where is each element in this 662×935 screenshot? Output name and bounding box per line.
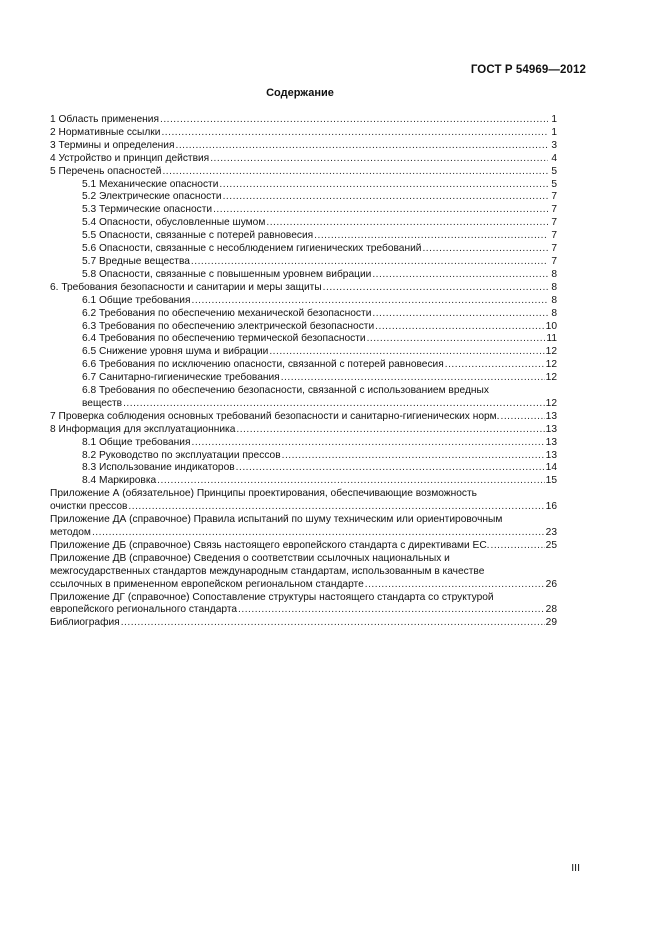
toc-entry[interactable]	[50, 411, 557, 424]
leader-dots	[323, 282, 548, 295]
toc-entry-label: 3 Термины и определения	[50, 139, 175, 151]
leader-dots	[161, 127, 548, 140]
toc-entry-page: 7	[551, 230, 557, 242]
toc-entry-page: 29	[545, 617, 557, 629]
toc-entry-label: 8.4 Маркировка	[82, 475, 157, 487]
toc-entry[interactable]	[50, 450, 557, 463]
toc-entry-page: 8	[551, 281, 557, 293]
toc-entry[interactable]	[50, 475, 557, 488]
toc-entry-page: 1	[551, 114, 557, 125]
toc-entry[interactable]	[50, 269, 557, 282]
standard-code: ГОСТ Р 54969—2012	[470, 64, 586, 76]
leader-dots	[367, 333, 546, 346]
leader-dots	[223, 191, 548, 204]
toc-entry[interactable]	[50, 153, 557, 166]
toc-entry-page: 10	[545, 320, 557, 332]
toc-entries-sections-b	[50, 411, 557, 488]
toc-entry-label: 5.1 Механические опасности	[82, 178, 219, 190]
toc-annex-dg-line1[interactable]: Приложение ДГ (справочное) Сопоставление структуры настоящего стандарта со структурой	[50, 591, 494, 603]
toc-entries-sections	[50, 114, 557, 385]
toc-entry[interactable]	[50, 321, 557, 334]
leader-dots	[92, 527, 545, 540]
toc-entry-label: 5.5 Опасности, связанные с потерей равновесия	[82, 230, 314, 242]
toc-entry-label: 4 Устройство и принцип действия	[50, 152, 210, 164]
toc-entry[interactable]	[50, 437, 557, 450]
toc-entry-page: 16	[545, 501, 557, 513]
toc-entry-label: 6.3 Требования по обеспечению электрической безопасности	[82, 320, 375, 332]
toc-entry-label: 6.6 Требования по исключению опасности, связанной с потерей равновесия	[82, 359, 444, 371]
toc-annex-dv-line2[interactable]: межгосударственных стандартов международным стандартам, использованным в качестве	[50, 565, 485, 577]
table-of-contents	[50, 114, 557, 630]
leader-dots	[236, 462, 545, 475]
leader-dots	[192, 295, 548, 308]
leader-dots	[422, 243, 548, 256]
toc-entry-page: 8	[551, 268, 557, 280]
toc-entry[interactable]	[50, 179, 557, 192]
toc-entry-label: 6.7 Санитарно-гигиенические требования	[82, 372, 280, 384]
toc-entry-label: 5.6 Опасности, связанные с несоблюдением гигиенических требований	[82, 243, 422, 255]
leader-dots	[491, 540, 545, 553]
toc-entry-page: 5	[551, 178, 557, 190]
toc-bibliography[interactable]	[50, 617, 557, 630]
leader-dots	[191, 256, 548, 269]
toc-entry-page: 14	[545, 462, 557, 474]
toc-entry-label: Приложение ДБ (справочное) Связь настоящего европейского стандарта с директивами ЕС.	[50, 539, 490, 551]
toc-entry-page: 7	[551, 217, 557, 229]
toc-entry-label: ссылочных в примененном европейском региональном стандарте	[50, 578, 364, 590]
toc-entry-label: 5.7 Вредные вещества	[82, 255, 190, 267]
toc-entry-label: 2 Нормативные ссылки	[50, 126, 161, 138]
toc-entry[interactable]	[50, 191, 557, 204]
toc-entry-page: 7	[551, 191, 557, 203]
toc-annex-dv[interactable]	[50, 579, 557, 592]
toc-entry-label: Библиография	[50, 617, 120, 629]
toc-entry-page: 8	[551, 307, 557, 319]
toc-entry-label: 8.3 Использование индикаторов	[82, 462, 235, 474]
toc-entry-page: 28	[545, 604, 557, 616]
toc-annex-a[interactable]	[50, 501, 557, 514]
toc-entry-page: 4	[551, 152, 557, 164]
leader-dots	[219, 179, 548, 192]
leader-dots	[281, 372, 545, 385]
leader-dots	[123, 398, 545, 411]
leader-dots	[121, 617, 545, 630]
toc-entry-label: веществ	[82, 397, 123, 409]
toc-entry-page: 13	[545, 423, 557, 435]
toc-title: Содержание	[266, 87, 334, 99]
toc-annex-db[interactable]	[50, 540, 557, 553]
leader-dots	[210, 153, 548, 166]
toc-entry-page: 3	[551, 139, 557, 151]
toc-entry[interactable]	[50, 295, 557, 308]
leader-dots	[269, 346, 544, 359]
toc-entry[interactable]	[50, 217, 557, 230]
toc-entry[interactable]	[50, 359, 557, 372]
toc-entry-page: 13	[545, 410, 557, 422]
toc-entry[interactable]	[50, 230, 557, 243]
toc-entry-label: 5.3 Термические опасности	[82, 204, 213, 216]
toc-entry-page: 25	[545, 539, 557, 551]
toc-entry-page: 15	[545, 475, 557, 487]
leader-dots	[445, 359, 545, 372]
leader-dots	[375, 321, 544, 334]
toc-entry-page: 12	[545, 359, 557, 371]
toc-entry-6-8[interactable]	[50, 398, 557, 411]
toc-entry-label: 7 Проверка соблюдения основных требований безопасности и санитарно-гигиенических норм.	[50, 410, 500, 422]
leader-dots	[162, 166, 548, 179]
toc-entry[interactable]	[50, 372, 557, 385]
toc-entry-label: 8.2 Руководство по эксплуатации прессов	[82, 449, 281, 461]
toc-entry-page: 12	[545, 346, 557, 358]
toc-entry[interactable]	[50, 127, 557, 140]
toc-entry-label: 8 Информация для эксплуатационника	[50, 423, 236, 435]
leader-dots	[365, 579, 545, 592]
toc-annex-dv-line1[interactable]: Приложение ДВ (справочное) Сведения о соответствии ссылочных национальных и	[50, 552, 450, 564]
toc-entry-label: методом	[50, 527, 91, 538]
leader-dots	[213, 204, 548, 217]
leader-dots	[372, 269, 548, 282]
leader-dots	[128, 501, 544, 514]
toc-entry-page: 7	[551, 255, 557, 267]
toc-entry[interactable]	[50, 256, 557, 269]
toc-entry[interactable]	[50, 333, 557, 346]
toc-annex-da-line1[interactable]: Приложение ДА (справочное) Правила испытаний по шуму техническим или ориентировочным	[50, 514, 503, 526]
toc-entry-label: 5.8 Опасности, связанные с повышенным уровнем вибрации	[82, 268, 372, 280]
toc-entry[interactable]	[50, 424, 557, 437]
toc-entry-label: 5.2 Электрические опасности	[82, 191, 222, 203]
toc-entry-label: 5.4 Опасности, обусловленные шумом	[82, 217, 266, 229]
toc-entry-page: 12	[545, 372, 557, 384]
toc-entry[interactable]	[50, 308, 557, 321]
leader-dots	[501, 411, 545, 424]
toc-entry-label: 1 Область применения	[50, 114, 159, 125]
toc-entry[interactable]	[50, 282, 557, 295]
page-folio: III	[571, 862, 580, 874]
leader-dots	[192, 437, 545, 450]
leader-dots	[157, 475, 544, 488]
toc-entry-label: европейского регионального стандарта	[50, 604, 238, 616]
toc-entry-label: 6. Требования безопасности и санитарии и меры защиты	[50, 281, 322, 293]
toc-entry[interactable]	[50, 243, 557, 256]
toc-entry-label: 6.2 Требования по обеспечению механической безопасности	[82, 307, 372, 319]
toc-entry-label: очистки прессов	[50, 501, 128, 513]
toc-entry-page: 11	[546, 333, 557, 345]
toc-annex-da[interactable]	[50, 527, 557, 540]
leader-dots	[175, 140, 548, 153]
leader-dots	[238, 604, 545, 617]
toc-entry[interactable]	[50, 462, 557, 475]
leader-dots	[282, 450, 545, 463]
toc-entry-page: 1	[551, 126, 557, 138]
toc-entry-label: 6.4 Требования по обеспечению термической безопасности	[82, 333, 366, 345]
toc-entry[interactable]	[50, 140, 557, 153]
toc-entry-page: 7	[551, 204, 557, 216]
leader-dots	[160, 114, 548, 127]
leader-dots	[372, 308, 548, 321]
toc-entry[interactable]	[50, 114, 557, 127]
toc-entry-page: 8	[551, 294, 557, 306]
toc-entry-label: 8.1 Общие требования	[82, 436, 191, 448]
toc-entry-page: 7	[551, 243, 557, 255]
toc-entry[interactable]	[50, 346, 557, 359]
toc-entry[interactable]	[50, 204, 557, 217]
leader-dots	[266, 217, 548, 230]
toc-entry-label: 6.1 Общие требования	[82, 294, 191, 306]
toc-entry-page: 12	[545, 397, 557, 409]
toc-entry-page: 13	[545, 449, 557, 461]
toc-entry-page: 23	[545, 527, 557, 538]
toc-entry[interactable]	[50, 166, 557, 179]
toc-entry-page: 5	[551, 165, 557, 177]
leader-dots	[314, 230, 548, 243]
toc-entry-label: 5 Перечень опасностей	[50, 165, 162, 177]
toc-entry-page: 13	[545, 436, 557, 448]
leader-dots	[236, 424, 544, 437]
toc-entry-6-8-line1[interactable]: 6.8 Требования по обеспечению безопасности, связанной с использованием вредных	[82, 385, 489, 397]
toc-annex-dg[interactable]	[50, 604, 557, 617]
toc-entry-page: 26	[545, 578, 557, 590]
toc-entry-label: 6.5 Снижение уровня шума и вибрации	[82, 346, 269, 358]
toc-annex-a-line1[interactable]: Приложение А (обязательное) Принципы проектирования, обеспечивающие возможность	[50, 488, 477, 500]
